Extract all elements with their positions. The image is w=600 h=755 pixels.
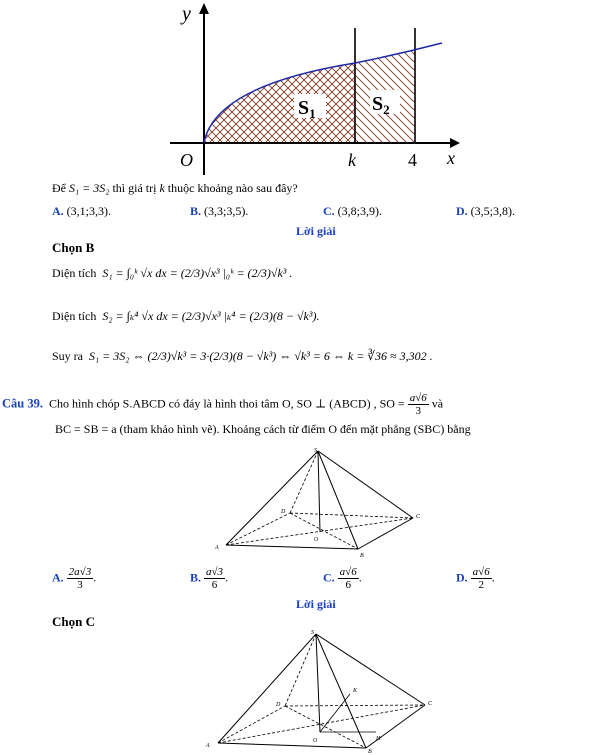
four-label: 4	[408, 150, 417, 170]
svg-text:S: S	[314, 448, 317, 454]
x-axis-arrow	[450, 138, 460, 148]
pyramid-figure-2	[200, 626, 440, 755]
q38-option-d: D. (3,5;3,8).	[456, 204, 515, 218]
svg-text:A: A	[215, 545, 219, 551]
q38-answer: Chọn B	[52, 240, 95, 255]
so-fraction: $\frac{a√6}{3}$	[409, 392, 427, 417]
s1-label: $S_1$	[298, 97, 316, 121]
svg-text:C: C	[416, 514, 421, 520]
k-label: k	[348, 150, 356, 170]
svg-text:D: D	[276, 702, 281, 708]
x-label: x	[447, 148, 455, 168]
q39-answer: Chọn C	[52, 614, 95, 629]
q39-line2: BC = SB = a (tham khảo hình vẽ). Khoảng cách từ điểm O đến mặt phẳng (SBC) bằng	[55, 422, 471, 436]
y-label: y	[182, 3, 191, 25]
svg-text:O: O	[313, 738, 318, 744]
svg-text:B: B	[368, 749, 372, 755]
q39-option-d: D. $\frac{a√6}{2}$ .	[456, 566, 495, 591]
q39-option-c: C. $\frac{a√6}{6}$ .	[323, 566, 362, 591]
svg-text:A: A	[206, 743, 210, 749]
s1-region	[204, 63, 355, 143]
q38-option-a: A. (3,1;3,3).	[52, 204, 111, 218]
svg-text:S: S	[311, 630, 314, 636]
svg-text:D: D	[281, 509, 286, 515]
y-axis-arrow	[199, 3, 209, 14]
svg-text:B: B	[360, 553, 364, 558]
svg-text:H: H	[376, 736, 381, 742]
s2-label: $S_2$	[372, 93, 390, 117]
svg-text:C: C	[428, 701, 433, 707]
q38-line3: Suy ra S₁ = 3S₂ ⇔ (2/3)√k³ = 3·(2/3)(8 − √k³) ⇔ √k³ = 6 ⇔ k = ∛36 ≈ 3,302 .	[52, 349, 433, 363]
origin-label: O	[180, 150, 193, 170]
q39-solution-title: Lời giải	[296, 597, 336, 611]
svg-text:O: O	[314, 537, 319, 543]
q38-option-b: B. (3,3;3,5).	[190, 204, 249, 218]
pyramid-figure-1	[210, 446, 430, 558]
q38-option-c: C. (3,8;3,9).	[323, 204, 382, 218]
svg-text:K: K	[353, 688, 358, 694]
q39-option-a: A. $\frac{2a√3}{3}$ .	[52, 566, 97, 591]
q38-solution-title: Lời giải	[296, 224, 336, 238]
q38-question: Để S₁ = 3S₂ thì giá trị k thuộc khoảng nào sau đây?	[52, 181, 298, 195]
q38-line2: Diện tích S₂ = ∫ₖ⁴ √x dx = (2/3)√x³ |ₖ⁴ = (2/3)(8 − √k³).	[52, 309, 320, 323]
q38-line1: Diện tích S₁ = ∫₀ᵏ √x dx = (2/3)√x³ |₀ᵏ = (2/3)√k³ .	[52, 266, 293, 280]
q39-line1: Câu 39. Cho hình chóp S.ABCD có đáy là hình thoi tâm O, SO ⊥ (ABCD) , SO = $\frac{a√6}{3}$ và	[2, 392, 444, 417]
q39-option-b: B. $\frac{a√3}{6}$ .	[190, 566, 229, 591]
area-graph	[160, 0, 470, 180]
